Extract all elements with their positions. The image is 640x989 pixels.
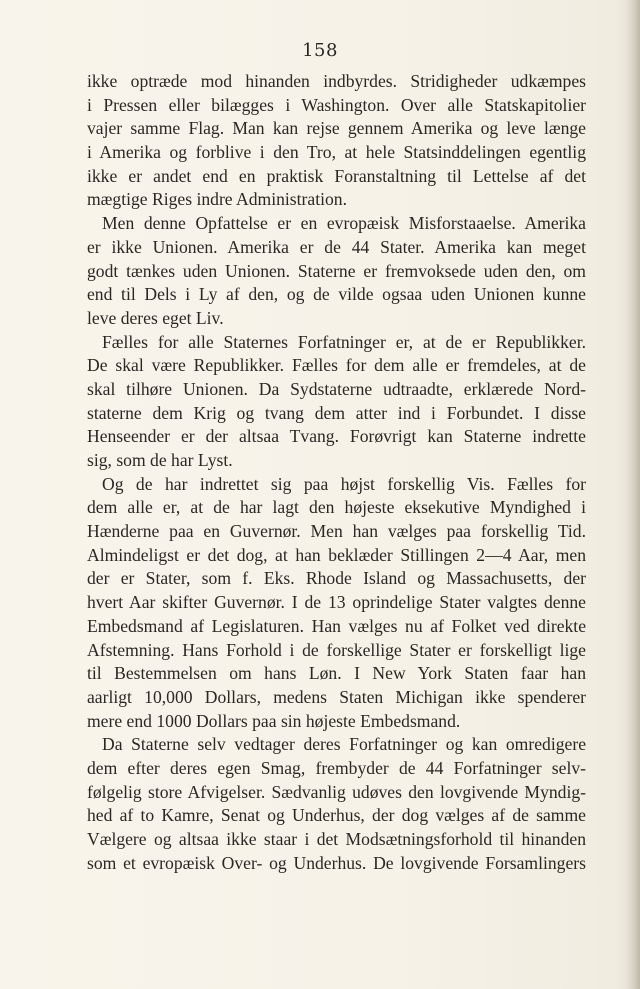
text-line: staterne dem Krig og tvang dem atter ind i Forbundet. I disse (87, 402, 586, 423)
text-line: følgelig store Afvigelser. Sædvanlig udøves den lovgivende Myndig- (87, 781, 586, 802)
text-line: Og de har indrettet sig paa højst forskellig Vis. Fælles for (102, 473, 586, 494)
text-line: hvert Aar skifter Guvernør. I de 13 oprindelige Stater valgtes denne (87, 592, 586, 613)
text-line: dem alle er, at de har lagt den højeste eksekutive Myndighed i (87, 497, 586, 518)
text-line: dem efter deres egen Smag, frembyder de 44 Forfatninger selv- (87, 757, 586, 778)
text-line: hed af to Kamre, Senat og Underhus, der dog vælges af de samme (87, 805, 586, 826)
text-line: Hænderne paa en Guvernør. Men han vælges paa forskellig Tid. (87, 521, 586, 542)
text-line: skal tilhøre Unionen. Da Sydstaterne udtraadte, erklærede Nord- (87, 378, 586, 399)
text-line: De skal være Republikker. Fælles for dem alle er fremdeles, at de (87, 355, 586, 376)
text-line: i Amerika og forblive i den Tro, at hele Statsinddelingen egentlig (87, 142, 586, 163)
page-edge-shadow (626, 0, 640, 989)
text-line: mægtige Riges indre Administration. (87, 189, 347, 210)
text-line: til Bestemmelsen om hans Løn. I New York Staten faar han (87, 663, 586, 684)
text-line: leve deres eget Liv. (87, 307, 224, 328)
text-line: Da Staterne selv vedtager deres Forfatninger og kan omredigere (102, 734, 586, 755)
text-line: Henseender er der altsaa Tvang. Forøvrigt kan Staterne indrette (87, 426, 586, 447)
text-line: godt tænkes uden Unionen. Staterne er fremvoksede uden den, om (87, 260, 586, 281)
text-line: i Pressen eller bilægges i Washington. Over alle Statskapitolier (87, 94, 586, 115)
text-line: ikke er andet end en praktisk Foranstaltning til Lettelse af det (87, 165, 586, 186)
text-line: mere end 1000 Dollars paa sin højeste Embedsmand. (87, 710, 461, 731)
page-number: 158 (302, 40, 338, 61)
text-line: der er Stater, som f. Eks. Rhode Island og Massachusetts, der (87, 568, 586, 589)
text-line: er ikke Unionen. Amerika er de 44 Stater. Amerika kan meget (87, 236, 586, 257)
text-line: Fælles for alle Staternes Forfatninger er, at de er Republikker. (102, 331, 586, 352)
text-line: som et evropæisk Over- og Underhus. De lovgivende Forsamlingers (87, 852, 586, 873)
text-line: Embedsmand af Legislaturen. Han vælges nu af Folket ved direkte (87, 615, 586, 636)
text-line: aarligt 10,000 Dollars, medens Staten Michigan ikke spenderer (87, 686, 586, 707)
text-line: Men denne Opfattelse er en evropæisk Misforstaaelse. Amerika (102, 213, 586, 234)
body-text (87, 70, 586, 875)
text-line: vajer samme Flag. Man kan rejse gennem Amerika og leve længe (87, 118, 586, 139)
text-line: end til Dels i Ly af den, og de vilde ogsaa uden Unionen kunne (87, 284, 586, 305)
text-line: ikke optræde mod hinanden indbyrdes. Stridigheder udkæmpes (87, 71, 586, 91)
text-line: Afstemning. Hans Forhold i de forskellige Stater er forskelligt lige (87, 639, 586, 660)
text-line: Vælgere og altsaa ikke staar i det Modsætningsforhold til hinanden (87, 829, 586, 849)
text-line: Almindeligst er det dog, at han beklæder Stillingen 2—4 Aar, men (87, 544, 586, 565)
text-line: sig, som de har Lyst. (87, 450, 233, 470)
